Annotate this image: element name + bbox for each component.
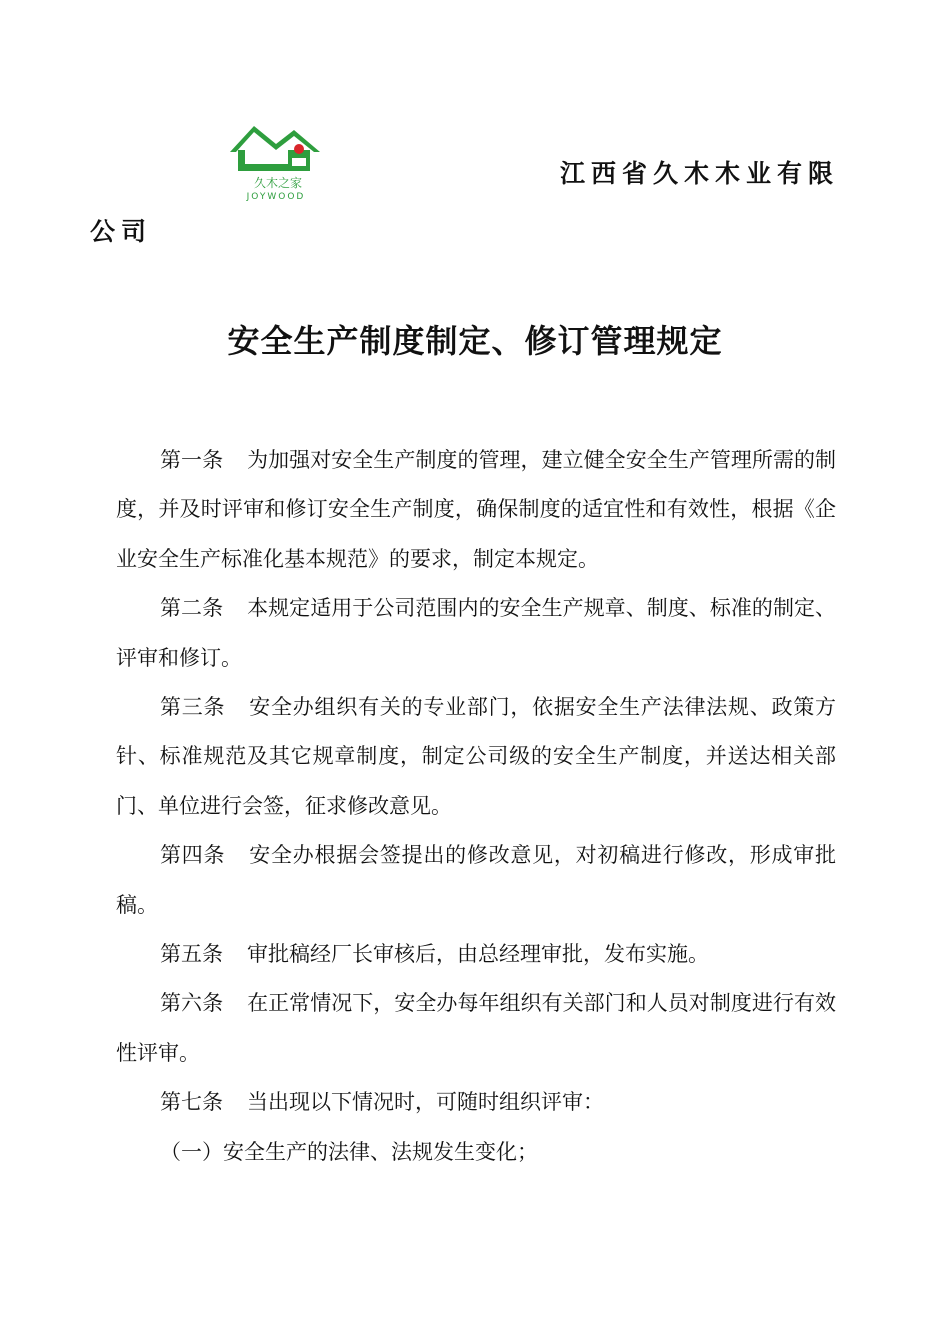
article-text: 本规定适用于公司范围内的安全生产规章、制度、标准的制定、评审和修订。 bbox=[116, 596, 837, 670]
article-text: 在正常情况下，安全办每年组织有关部门和人员对制度进行有效性评审。 bbox=[116, 991, 837, 1065]
article-number: 第六条 bbox=[160, 991, 224, 1016]
document-body bbox=[116, 436, 836, 1177]
list-item-text: （一）安全生产的法律、法规发生变化； bbox=[160, 1139, 538, 1164]
article-paragraph bbox=[116, 831, 836, 930]
article-text: 安全办根据会签提出的修改意见，对初稿进行修改，形成审批稿。 bbox=[116, 843, 837, 917]
article-number: 第四条 bbox=[160, 843, 226, 868]
company-name-line1: 江西省久木木业有限 bbox=[560, 159, 840, 188]
house-logo-icon bbox=[228, 122, 324, 202]
article-paragraph bbox=[116, 683, 836, 831]
article-paragraph bbox=[116, 436, 836, 584]
article-number: 第一条 bbox=[160, 448, 224, 472]
logo-cn-text: 久木之家 bbox=[253, 176, 303, 190]
logo-en-text: JOYWOOD bbox=[246, 192, 306, 202]
article-text: 为加强对安全生产制度的管理，建立健全安全生产管理所需的制度，并及时评审和修订安全生产制度，确保制度的适宜性和有效性，根据《企业安全生产标准化基本规范》的要求，制定本规定。 bbox=[116, 448, 837, 571]
list-item-paragraph bbox=[116, 1128, 836, 1177]
article-text: 安全办组织有关的专业部门，依据安全生产法律法规、政策方针、标准规范及其它规章制度，制定公司级的安全生产制度，并送达相关部门、单位进行会签，征求修改意见。 bbox=[116, 695, 837, 818]
article-paragraph bbox=[116, 584, 836, 683]
article-text: 当出现以下情况时，可随时组织评审： bbox=[247, 1090, 604, 1115]
company-name-line2: 公司 bbox=[90, 217, 153, 246]
article-number: 第五条 bbox=[160, 942, 223, 967]
article-number: 第七条 bbox=[160, 1090, 223, 1115]
article-text: 审批稿经厂长审核后，由总经理审批，发布实施。 bbox=[247, 942, 709, 967]
article-number: 第二条 bbox=[160, 596, 224, 621]
article-paragraph bbox=[116, 979, 836, 1078]
article-paragraph bbox=[116, 1078, 836, 1127]
article-number: 第三条 bbox=[160, 695, 226, 720]
document-title: 安全生产制度制定、修订管理规定 bbox=[227, 322, 723, 360]
article-paragraph bbox=[116, 930, 836, 979]
company-logo bbox=[228, 122, 324, 202]
